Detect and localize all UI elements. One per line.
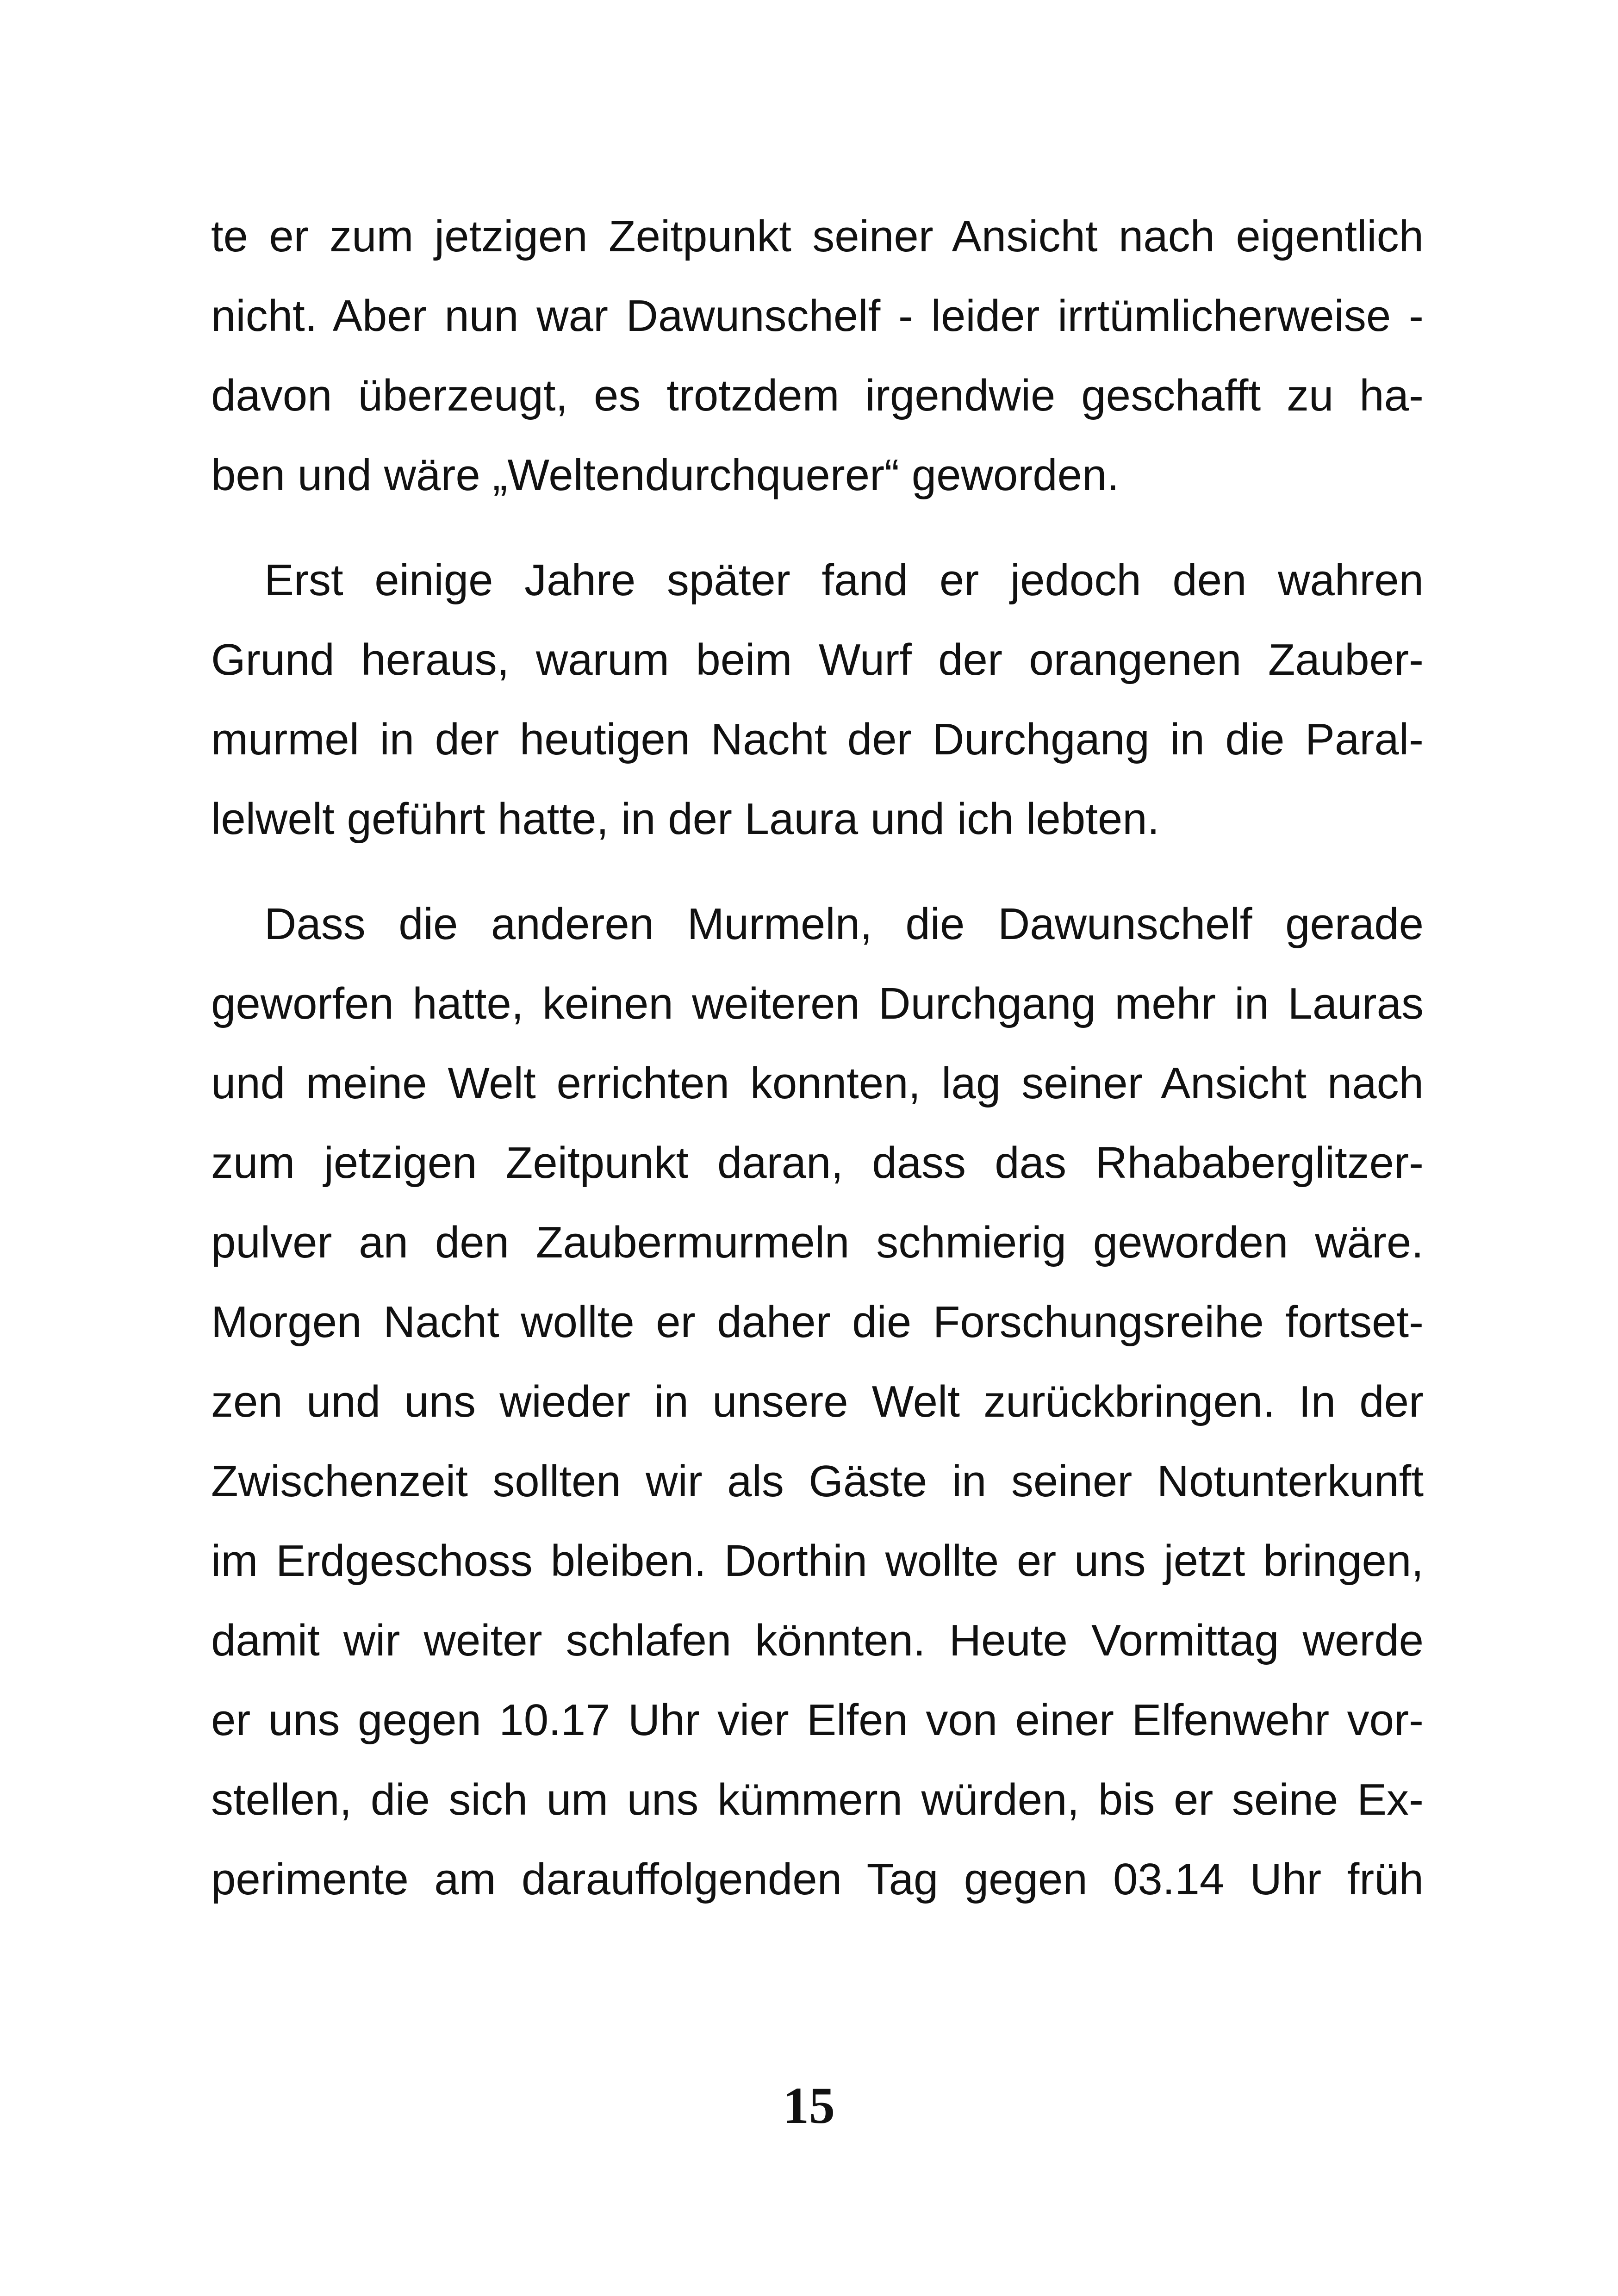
page-number: 15: [783, 2077, 835, 2134]
text-line: Zwischenzeit sollten wir als Gäste in seiner Notunterkunft: [211, 1456, 1424, 1506]
paragraph-gap: [211, 859, 1424, 884]
text-line: perimente am darauffolgenden Tag gegen 03.14 Uhr früh: [211, 1854, 1424, 1904]
text-line: nicht. Aber nun war Dawunschelf - leider irrtümlicherweise -: [211, 291, 1424, 341]
text-line: Dass die anderen Murmeln, die Dawunschelf gerade: [264, 899, 1424, 949]
text-line: Morgen Nacht wollte er daher die Forschungsreihe fortset-: [211, 1297, 1424, 1347]
paragraph-2: [211, 541, 1424, 859]
body-text: [211, 197, 1424, 1919]
text-line: er uns gegen 10.17 Uhr vier Elfen von einer Elfenwehr vor-: [211, 1695, 1424, 1745]
text-line: damit wir weiter schlafen könnten. Heute Vormittag werde: [211, 1616, 1424, 1665]
paragraph-3: [211, 884, 1424, 1919]
text-line: stellen, die sich um uns kümmern würden, bis er seine Ex-: [211, 1775, 1424, 1824]
text-line: ben und wäre „Weltendurchquerer“ geworden.: [211, 450, 1120, 500]
text-line: pulver an den Zaubermurmeln schmierig geworden wäre.: [211, 1218, 1424, 1267]
paragraph-gap: [211, 515, 1424, 541]
text-line: im Erdgeschoss bleiben. Dorthin wollte er uns jetzt bringen,: [211, 1536, 1424, 1586]
text-line: lelwelt geführt hatte, in der Laura und ich lebten.: [211, 794, 1160, 844]
text-line: zum jetzigen Zeitpunkt daran, dass das Rhababerglitzer-: [211, 1138, 1424, 1188]
paragraph-1: [211, 197, 1424, 515]
text-line: zen und uns wieder in unsere Welt zurückbringen. In der: [211, 1377, 1424, 1426]
text-line: und meine Welt errichten konnten, lag seiner Ansicht nach: [211, 1058, 1424, 1108]
text-line: geworfen hatte, keinen weiteren Durchgang mehr in Lauras: [211, 979, 1424, 1028]
text-line: davon überzeugt, es trotzdem irgendwie geschafft zu ha-: [211, 371, 1424, 420]
text-line: te er zum jetzigen Zeitpunkt seiner Ansicht nach eigentlich: [211, 212, 1424, 261]
text-line: murmel in der heutigen Nacht der Durchgang in die Paral-: [211, 715, 1424, 764]
text-line: Erst einige Jahre später fand er jedoch den wahren: [264, 555, 1424, 605]
text-line: Grund heraus, warum beim Wurf der orangenen Zauber-: [211, 635, 1424, 684]
